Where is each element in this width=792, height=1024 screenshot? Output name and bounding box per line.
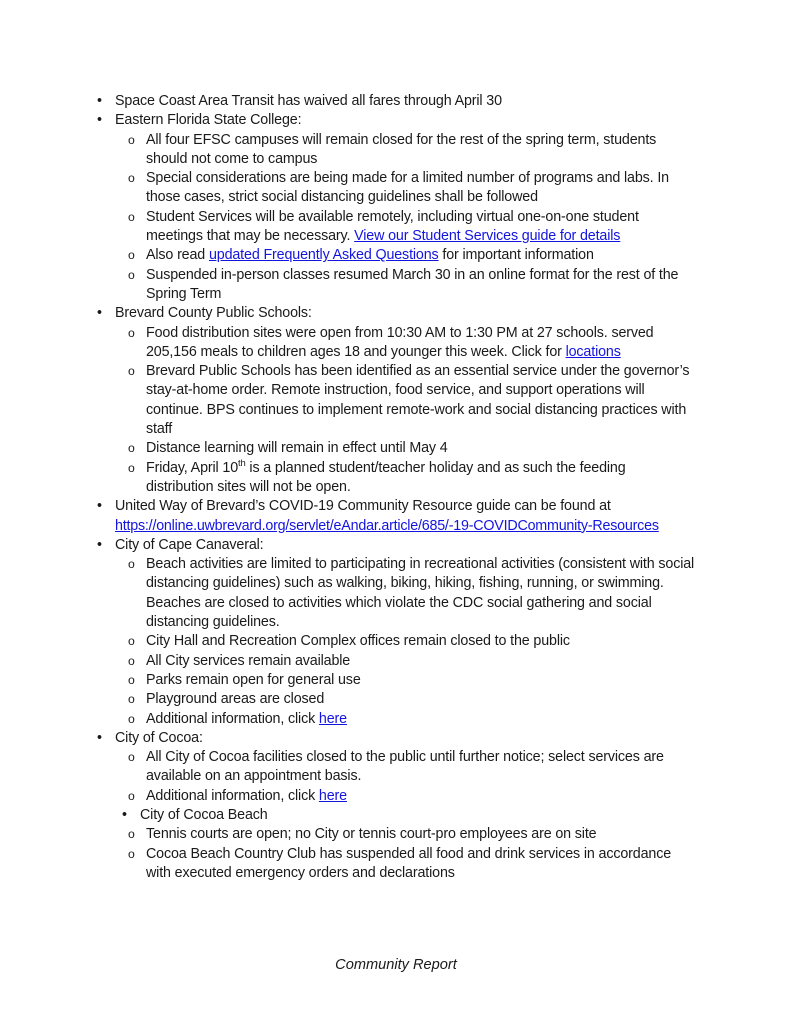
bps-distance-text: Distance learning will remain in effect until May 4 (146, 440, 448, 457)
cc-city-hall-text: City Hall and Recreation Complex offices remain closed to the public (146, 633, 570, 650)
sub-bullet-icon: o (128, 325, 135, 340)
cocoa-beach-heading: City of Cocoa Beach (140, 806, 268, 823)
bps-food-text: Food distribution sites were open from 10:30 AM to 1:30 PM at 27 schools. served 205,156 meals to children ages 18 and younger this week. Click for (146, 324, 654, 360)
bullet-icon: • (97, 498, 102, 515)
list-item-bps (96, 304, 696, 323)
sublist-efsc (96, 131, 696, 305)
sub-bullet-icon: o (128, 209, 135, 224)
list-item-cc-beach (128, 555, 696, 632)
list-item-bps-distance (128, 439, 696, 458)
list-item-cc-city-hall (128, 632, 696, 651)
cc-services-text: All City services remain available (146, 652, 351, 669)
sub-bullet-icon: o (128, 132, 135, 147)
bullet-icon: • (97, 112, 102, 129)
bps-holiday-prefix: Friday, April 10 (146, 459, 239, 476)
list-item-cc-services (128, 652, 696, 671)
cocoa-here-link[interactable]: here (318, 787, 347, 804)
student-services-guide-link[interactable]: View our Student Services guide for details (354, 228, 621, 245)
list-item-bps-food (128, 324, 696, 363)
sub-bullet-icon: o (128, 692, 135, 707)
bullet-list-root (96, 92, 696, 883)
sublist-cocoa (96, 748, 696, 806)
list-item-efsc-faq (128, 246, 696, 265)
cocoa-additional-line (146, 787, 696, 806)
list-item-cc-additional (128, 710, 696, 729)
cc-additional-text: Additional information, click (146, 710, 319, 727)
bullet-icon: • (97, 729, 102, 746)
cape-canaveral-here-link[interactable]: here (318, 710, 347, 727)
list-item-cocoa (96, 729, 696, 748)
sublist-bps (96, 324, 696, 498)
efsc-faq-line (146, 246, 696, 265)
efsc-student-services-text: Student Services will be available remotely, including virtual one-on-one student meetings that may be necessary. (146, 208, 639, 245)
cc-beach-text: Beach activities are limited to participating in recreational activities (consistent with social distancing guidelines) such as walking, biking, hiking, fishing, running, or swimming. Beaches are closed to activities which violate the CDC social gathering and social distancing guidelines. (146, 556, 695, 631)
sub-bullet-icon: o (128, 672, 135, 687)
bullet-icon: • (97, 93, 102, 109)
bullet-icon: • (97, 536, 102, 553)
bps-essential-text: Brevard Public Schools has been identified as an essential service under the governor’s stay-at-home order. Remote instruction, food service, and support operations will continue. BPS continues to implement remote-work and social distancing practices with staff (146, 363, 690, 438)
sub-bullet-icon: o (128, 267, 135, 282)
united-way-url-line (115, 517, 696, 536)
list-item-efsc-student-services (128, 208, 696, 247)
sub-bullet-icon: o (128, 557, 135, 572)
cape-canaveral-heading: City of Cape Canaveral: (115, 536, 264, 553)
bullet-icon: • (97, 305, 102, 322)
bps-holiday-line (146, 456, 696, 498)
efsc-heading: Eastern Florida State College: (115, 112, 302, 129)
cb-tennis-text: Tennis courts are open; no City or tennis court-pro employees are on site (146, 826, 597, 843)
list-item-cocoa-additional (128, 787, 696, 806)
cc-playground-text: Playground areas are closed (146, 691, 325, 708)
list-item-transit (96, 92, 696, 111)
united-way-url-link[interactable]: https://online.uwbrevard.org/servlet/eAndar.article/685/-19-COVIDCommunity-Resources (115, 517, 659, 534)
cocoa-additional-text: Additional information, click (146, 787, 319, 804)
list-item-efsc (96, 111, 696, 130)
cc-additional-line (146, 710, 696, 729)
list-item-cb-tennis (128, 825, 696, 844)
sub-bullet-icon: o (128, 846, 135, 861)
efsc-faq-suffix: for important information (438, 247, 594, 264)
sub-bullet-icon: o (128, 460, 135, 475)
sublist-cocoa-beach (96, 825, 696, 883)
sub-bullet-icon: o (128, 364, 135, 379)
list-item-cocoa-beach (96, 806, 696, 825)
list-item-efsc-campuses (128, 131, 696, 170)
sub-bullet-icon: o (128, 750, 135, 765)
efsc-campuses-text: All four EFSC campuses will remain closed for the rest of the spring term, students should not come to campus (146, 131, 657, 167)
sublist-cape-canaveral (96, 555, 696, 729)
sub-bullet-icon: o (128, 827, 135, 842)
bps-food-line (146, 324, 696, 363)
cocoa-facilities-text: All City of Cocoa facilities closed to the public until further notice; select services are available on an appointment basis. (146, 749, 664, 785)
sub-bullet-icon: o (128, 171, 135, 186)
bps-holiday-suffix: is a planned student/teacher holiday and as such the feeding distribution sites will not be open. (146, 459, 626, 495)
sub-bullet-icon: o (128, 634, 135, 649)
efsc-suspended-text: Suspended in-person classes resumed March 30 in an online format for the rest of the Spring Term (146, 266, 679, 302)
united-way-text: United Way of Brevard’s COVID-19 Community Resource guide can be found at (115, 498, 611, 515)
ordinal-suffix: th (238, 456, 246, 468)
sub-bullet-icon: o (128, 788, 135, 803)
list-item-bps-holiday (128, 456, 696, 498)
list-item-cc-parks (128, 671, 696, 690)
sub-bullet-icon: o (128, 653, 135, 668)
faq-link[interactable]: updated Frequently Asked Questions (208, 247, 439, 264)
list-item-united-way (96, 497, 696, 536)
efsc-student-services-line (146, 208, 696, 247)
efsc-special-text: Special considerations are being made for a limited number of programs and labs. In those cases, strict social distancing guidelines shall be followed (146, 170, 669, 206)
locations-link[interactable]: locations (565, 343, 621, 360)
list-item-efsc-suspended (128, 266, 696, 305)
list-item-cb-country-club (128, 845, 696, 884)
sub-bullet-icon: o (128, 711, 135, 726)
list-item-cc-playground (128, 690, 696, 709)
bullet-icon: • (122, 806, 127, 823)
efsc-faq-prefix: Also read (146, 247, 209, 264)
sub-bullet-icon: o (128, 248, 135, 263)
list-item-bps-essential (128, 362, 696, 439)
page-footer: Community Report (335, 957, 457, 973)
list-item-efsc-special (128, 169, 696, 208)
bps-heading: Brevard County Public Schools: (115, 305, 312, 322)
document-body (96, 92, 696, 883)
cb-country-club-text: Cocoa Beach Country Club has suspended all food and drink services in accordance with executed emergency orders and declarations (146, 845, 672, 881)
cocoa-heading: City of Cocoa: (115, 729, 203, 746)
list-item-cape-canaveral (96, 536, 696, 555)
cc-parks-text: Parks remain open for general use (146, 671, 361, 688)
transit-text: Space Coast Area Transit has waived all fares through April 30 (115, 93, 502, 109)
sub-bullet-icon: o (128, 441, 135, 456)
list-item-cocoa-facilities (128, 748, 696, 787)
